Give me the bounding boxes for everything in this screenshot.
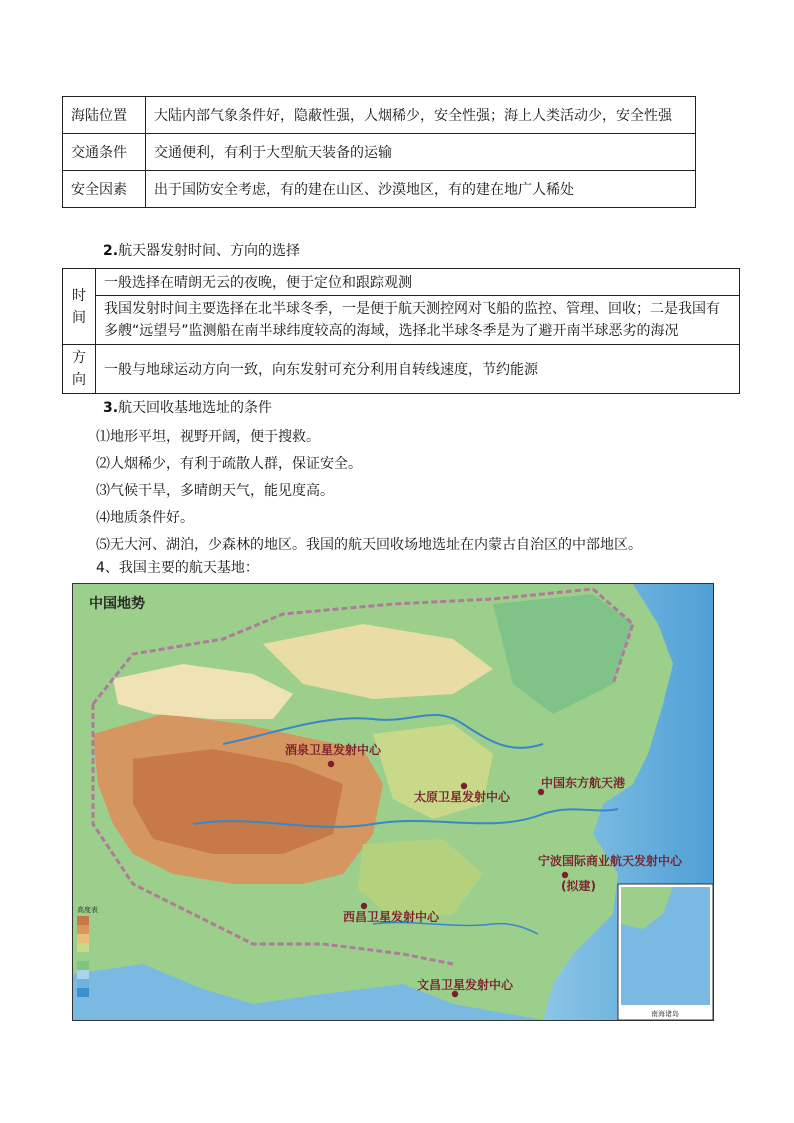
legend-title: 高度表: [77, 906, 98, 914]
table-row: [63, 97, 696, 134]
section-2-heading: 2.航天器发射时间、方向的选择: [103, 243, 301, 259]
time-label: 时 间: [63, 269, 96, 345]
legend-swatch: [77, 934, 89, 943]
site-label: 酒泉卫星发射中心: [285, 743, 382, 757]
site-note: (拟建): [561, 879, 596, 893]
table-row: [63, 134, 696, 171]
time-row-2: 我国发射时间主要选择在北半球冬季，一是便于航天测控网对飞船的监控、管理、回收；二是我国有多艘“远望号”监测船在南半球纬度较高的海域，选择北半球冬季是为了避开南半球恶劣的海况: [96, 296, 740, 345]
condition-item: ⑷地质条件好。: [96, 510, 194, 526]
condition-item: ⑸无大河、湖泊，少森林的地区。我国的航天回收场地选址在内蒙古自治区的中部地区。: [96, 537, 642, 553]
china-terrain-map: [72, 583, 714, 1021]
legend-swatch: [77, 970, 89, 979]
map-title: 中国地势: [89, 596, 145, 612]
condition-item: ⑴地形平坦，视野开阔，便于搜救。: [96, 429, 320, 445]
condition-item: ⑶气候干旱，多晴朗天气，能见度高。: [96, 483, 334, 499]
section-4-heading: 4、我国主要的航天基地：: [96, 560, 259, 576]
row-key: 交通条件: [63, 134, 146, 171]
site-label: 太原卫星发射中心: [414, 790, 511, 804]
direction-label: 方 向: [63, 345, 96, 394]
direction-row: 一般与地球运动方向一致，向东发射可充分利用自转线速度，节约能源: [96, 345, 740, 394]
condition-item: ⑵人烟稀少，有利于疏散人群，保证安全。: [96, 456, 362, 472]
site-label: 西昌卫星发射中心: [343, 910, 440, 924]
site-label: 中国东方航天港: [541, 776, 626, 790]
time-row-1: 一般选择在晴朗无云的夜晚，便于定位和跟踪观测: [96, 269, 740, 296]
row-value: 交通便利，有利于大型航天装备的运输: [146, 134, 696, 171]
terrain-map-svg: [73, 584, 713, 1020]
legend-swatch: [77, 961, 89, 970]
site-marker: [328, 761, 334, 767]
row-value: 出于国防安全考虑，有的建在山区、沙漠地区，有的建在地广人稀处: [146, 171, 696, 208]
inset-label: 南海诸岛: [651, 1010, 679, 1018]
site-factors-table: [62, 96, 696, 208]
row-key: 安全因素: [63, 171, 146, 208]
launch-time-direction-table: [62, 268, 740, 394]
legend-swatch: [77, 916, 89, 925]
row-value: 大陆内部气象条件好，隐蔽性强，人烟稀少，安全性强；海上人类活动少，安全性强: [146, 97, 696, 134]
site-label: 宁波国际商业航天发射中心: [538, 854, 683, 868]
legend-swatch: [77, 943, 89, 952]
table-row: [63, 171, 696, 208]
site-marker: [361, 903, 367, 909]
site-label: 文昌卫星发射中心: [417, 978, 514, 992]
row-key: 海陆位置: [63, 97, 146, 134]
legend-swatch: [77, 925, 89, 934]
legend-swatch: [77, 988, 89, 997]
legend-swatch: [77, 952, 89, 961]
legend-swatch: [77, 979, 89, 988]
section-3-heading: 3.航天回收基地选址的条件: [103, 400, 273, 416]
site-marker: [562, 872, 568, 878]
site-marker: [461, 783, 467, 789]
